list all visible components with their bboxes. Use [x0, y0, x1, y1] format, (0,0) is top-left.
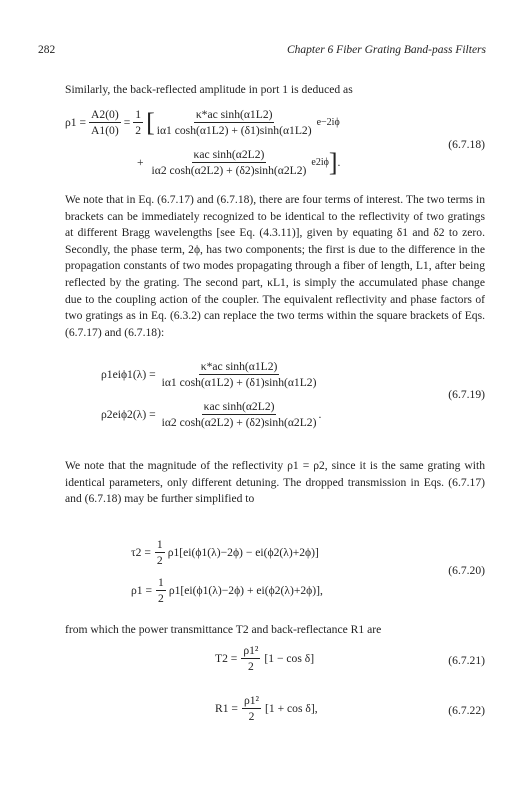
eq20-line2-lhs: ρ1 = [131, 584, 153, 597]
eq18-number: (6.7.18) [448, 138, 485, 151]
eq21-lhs: T2 = [215, 652, 238, 665]
eq18-term2 [150, 148, 309, 177]
eq18-term2-num: κac sinh(α2L2) [193, 148, 265, 161]
eq22-number: (6.7.22) [448, 704, 485, 717]
equation-6-7-19: ρ1eiϕ1(λ) = $\frac{\text{κ*ac sinh(α1L2)}}{i\alpha 1 \cosh(\alpha 1L2) + (\delta 1)\sinh(\alpha 1L2)}$ ρ2eiϕ2(λ) = $\frac{\text{κac sinh(α2L2)}}{i\alpha 2 \cosh(\alpha 2L2) + (\delta 2)\sinh(\alpha 2L2)}$ . (6.7.19) [101, 360, 485, 429]
eq18-lhs: ρ1 = [65, 116, 87, 129]
paragraph-4: from which the power transmittance T2 and back-reflectance R1 are [65, 623, 382, 636]
eq18-half-den: 2 [135, 124, 142, 137]
eq21-rhs: [1 − cos δ] [264, 652, 315, 665]
eq19-r2-num: κac sinh(α2L2) [203, 400, 275, 413]
eq22-lhs: R1 = [215, 702, 238, 715]
eq20-line2-rhs: ρ1[ei(ϕ1(λ)−2ϕ) + ei(ϕ2(λ)+2ϕ)], [168, 584, 323, 597]
eq21-frac-den: 2 [247, 660, 254, 673]
eq22-frac-num: ρ1² [243, 694, 260, 707]
equation-6-7-22 [65, 694, 485, 734]
eq20-line1-half: $\frac{1}{2}$ [156, 538, 163, 567]
equation-6-7-20 [65, 538, 485, 612]
eq20-number: (6.7.20) [448, 564, 485, 577]
page-number: 282 [38, 44, 56, 56]
eq19-r2-den: iα2 cosh(α2L2) + (δ2)sinh(α2L2) [161, 416, 317, 429]
eq19-r2 [160, 400, 319, 429]
eq21-frac [241, 644, 260, 673]
eq18-term1-den: iα1 cosh(α1L2) + (δ1)sinh(α1L2) [156, 124, 312, 137]
eq18-ratio-den: A1(0) [91, 124, 119, 137]
eq19-r1 [160, 360, 319, 389]
eq18-term1-exp: e−2iϕ [316, 117, 340, 128]
chapter-title: Chapter 6 Fiber Grating Band-pass Filters [286, 44, 486, 56]
eq18-ratio [89, 108, 121, 137]
eq22-frac-den: 2 [248, 710, 255, 723]
eq18-half-num: 1 [135, 108, 142, 121]
eq18-half [133, 108, 143, 137]
eq18-term1-num: κ*ac sinh(α1L2) [195, 108, 273, 121]
eq20-line1-lhs: τ2 = [131, 546, 151, 559]
eq22-frac [242, 694, 261, 723]
paragraph-2: We note that in Eq. (6.7.17) and (6.7.18), there are four terms of interest. The two terms in brackets can be immediately recognized to be identical to the reflectivity of two gratings at different Bragg wavelengths [see Eq. (4.3.11)], given by equating δ1 and δ2 to zero. Secondly, the phase term, 2ϕ, has two components; the first is due to the difference in the propagation constants of two modes propagating through a fiber of length, L1, after being reflected by the grating. The second part, κL1, is simply the accumulated phase change due to the coupling action of the coupler. The equivalent reflectivity and phase factors of two gratings as in Eq. (6.3.2) can replace the two terms within the square brackets of Eqs. (6.7.17) and (6.7.18): [65, 193, 485, 339]
paragraph-3: We note that the magnitude of the reflectivity ρ1 = ρ2, since it is the same grating with identical parameters, only different detuning. The dropped transmission in Eqs. (6.7.17) and (6.7.18) may be further simplified to [65, 459, 485, 506]
equation-6-7-21 [65, 644, 485, 684]
eq19-lhs1: ρ1eiϕ1(λ) = [101, 368, 156, 381]
paragraph-1: Similarly, the back-reflected amplitude in port 1 is deduced as [65, 83, 353, 96]
eq21-frac-num: ρ1² [243, 644, 259, 657]
eq18-ratio-num: A2(0) [91, 108, 119, 121]
eq20-line2-half: $\frac{1}{2}$ [158, 576, 164, 605]
eq19-r1-num: κ*ac sinh(α1L2) [200, 360, 278, 373]
eq19-lhs2: ρ2eiϕ2(λ) = [101, 408, 156, 421]
eq18-term2-exp: e2iϕ [311, 157, 329, 168]
equation-6-7-18: ρ1 = $\frac{A2(0)}{A1(0)}$ = $\frac{1}{2}$ [ $\frac{\text{κ*ac sinh(α1L2)}}{i\alpha 1 \cosh(\alpha 1L2) + (\delta 1)\sinh(\alpha 1L2)}$ e−2iϕ + $\frac{\text{κac sinh(α2L2)}}{i\alpha 2 \cosh(\alpha 2L2) + (\delta 2)\sinh(\alpha 2L2)}$ e2iϕ ] . (6.7.18) [65, 107, 485, 177]
eq18-term2-den: iα2 cosh(α2L2) + (δ2)sinh(α2L2) [151, 164, 307, 177]
running-header [38, 44, 486, 60]
eq19-number: (6.7.19) [448, 388, 485, 401]
eq21-number: (6.7.21) [448, 654, 485, 667]
eq18-term1 [155, 108, 314, 137]
eq20-line1-rhs: ρ1[ei(ϕ1(λ)−2ϕ) − ei(ϕ2(λ)+2ϕ)] [167, 546, 319, 559]
eq22-rhs: [1 + cos δ], [265, 702, 318, 715]
eq19-r1-den: iα1 cosh(α1L2) + (δ1)sinh(α1L2) [161, 376, 317, 389]
